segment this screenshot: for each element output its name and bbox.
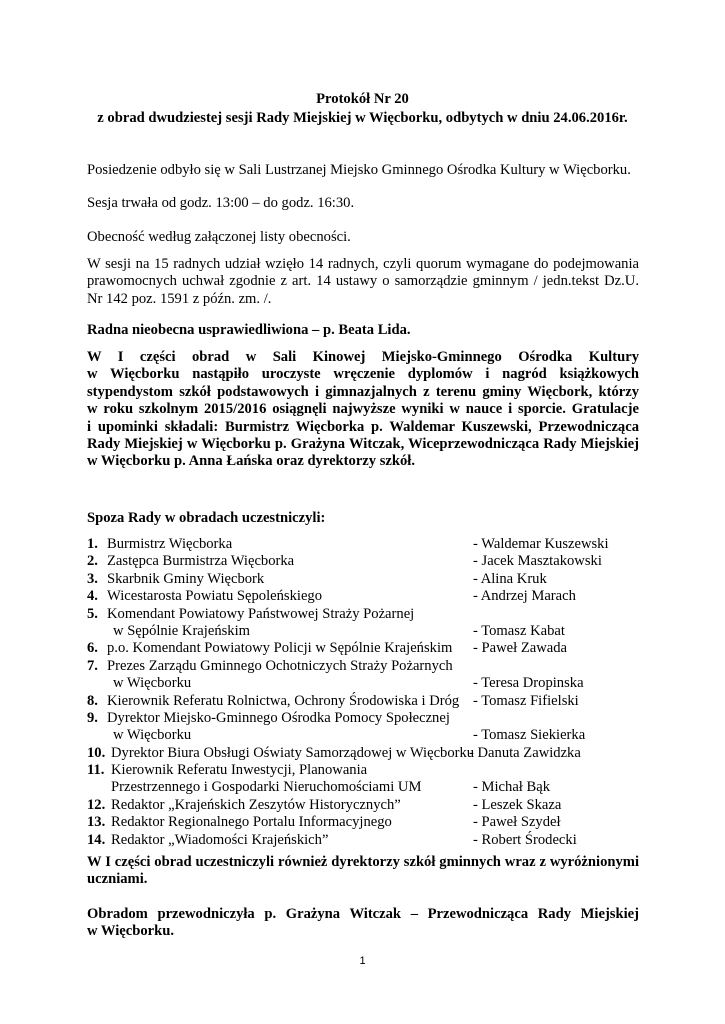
- guest-name: - Jacek Masztakowski: [473, 553, 602, 570]
- first-part-line: stypendystom szkół podstawowych i gimnazjalnych z terenu gminy Więcbork, którzy: [87, 383, 639, 400]
- guest-role: Redaktor „Wiadomości Krajeńskich”: [111, 831, 329, 848]
- guest-row: [87, 658, 647, 675]
- guest-role: Prezes Zarządu Gminnego Ochotniczych Straży Pożarnych: [107, 657, 453, 674]
- guest-number: 6.: [87, 640, 98, 657]
- schools-paragraph: [87, 854, 639, 889]
- guest-role: Redaktor „Krajeńskich Zeszytów Historycznych”: [111, 796, 401, 813]
- first-part-line: Rady Miejskiej w Więcborku p. Grażyna Witczak, Wiceprzewodnicząca Rady Miejskiej: [87, 435, 639, 452]
- absent-paragraph: Radna nieobecna usprawiedliwiona – p. Beata Lida.: [87, 322, 411, 338]
- guest-role: Zastępca Burmistrza Więcborka: [107, 553, 295, 570]
- guest-row: [87, 710, 647, 727]
- guest-name: - Tomasz Kabat: [473, 622, 565, 639]
- guest-row: [87, 606, 647, 623]
- guest-name: - Waldemar Kuszewski: [473, 536, 609, 552]
- guest-row: [87, 832, 647, 849]
- guest-row: [87, 745, 647, 762]
- quorum-paragraph: [87, 256, 639, 308]
- guest-row: [87, 536, 647, 553]
- guest-number: 12.: [87, 796, 106, 813]
- guest-name: - Andrzej Marach: [473, 588, 576, 605]
- schools-line: W I części obrad uczestniczyli również dyrektorzy szkół gminnych wraz z wyróżnionymi: [87, 854, 639, 870]
- guest-role: Burmistrz Więcborka: [107, 536, 233, 552]
- duration-paragraph: Sesja trwała od godz. 13:00 – do godz. 16:30.: [87, 195, 355, 211]
- guest-name: - Robert Środecki: [473, 831, 577, 848]
- guest-name: - Leszek Skaza: [473, 796, 562, 813]
- guest-role: Wicestarosta Powiatu Sępoleńskiego: [107, 588, 323, 605]
- first-part-line: w Więcborku nastąpiło uroczyste wręczenie dyplomów i nagród książkowych: [87, 366, 639, 383]
- guest-row-continuation: [87, 623, 647, 640]
- document-subtitle: z obrad dwudziestej sesji Rady Miejskiej w Więcborku, odbytych w dniu 24.06.2016r.: [97, 110, 628, 126]
- quorum-line: prawomocnych uchwał zgodnie z art. 14 ustawy o samorządzie gminnym / jedn.tekst Dz.U.: [87, 273, 639, 290]
- guest-number: 13.: [87, 814, 106, 831]
- guest-number: 8.: [87, 692, 98, 709]
- guest-row: [87, 571, 647, 588]
- quorum-line: W sesji na 15 radnych udział wzięło 14 radnych, czyli quorum wymagane do podejmowania: [87, 256, 639, 272]
- guest-name: - Paweł Zawada: [473, 640, 568, 657]
- guest-number: 3.: [87, 570, 98, 587]
- guest-number: 2.: [87, 553, 98, 570]
- guest-number: 11.: [87, 762, 105, 779]
- document-title: Protokół Nr 20: [316, 91, 409, 107]
- guest-role-continuation: Przestrzennego i Gospodarki Nieruchomościami UM: [111, 779, 422, 796]
- guest-role: Dyrektor Biura Obsługi Oświaty Samorządowej w Więcborku: [111, 744, 475, 761]
- guest-role: p.o. Komendant Powiatowy Policji w Sępólnie Krajeńskim: [107, 640, 453, 657]
- first-part-line: w roku szkolnym 2015/2016 osiągnęli najwyższe wyniki w nauce i sporcie. Gratulacje: [87, 401, 639, 418]
- guest-row: [87, 762, 647, 779]
- guest-role-continuation: w Więcborku: [113, 675, 192, 692]
- first-part-paragraph: [87, 349, 639, 471]
- guest-row: [87, 693, 647, 710]
- guest-role: Komendant Powiatowy Państwowej Straży Pożarnej: [107, 605, 415, 622]
- chair-line: w Więcborku.: [87, 923, 175, 940]
- page-number: 1: [359, 955, 366, 967]
- location-paragraph: Posiedzenie odbyło się w Sali Lustrzanej Miejsko Gminnego Ośrodka Kultury w Więcborku.: [87, 162, 631, 178]
- schools-line: uczniami.: [87, 871, 148, 888]
- first-part-line: W I części obrad w Sali Kinowej Miejsko-Gminnego Ośrodka Kultury: [87, 349, 639, 365]
- guest-role: Dyrektor Miejsko-Gminnego Ośrodka Pomocy Społecznej: [107, 709, 450, 726]
- chair-line: Obradom przewodniczyła p. Grażyna Witczak – Przewodnicząca Rady Miejskiej: [87, 906, 639, 922]
- guest-row: [87, 588, 647, 605]
- guest-name: - Tomasz Siekierka: [473, 727, 586, 744]
- guest-number: 7.: [87, 657, 98, 674]
- guest-row: [87, 797, 647, 814]
- attendance-paragraph: Obecność według załączonej listy obecności.: [87, 229, 351, 245]
- chair-paragraph: [87, 906, 639, 941]
- guest-number: 10.: [87, 744, 106, 761]
- guest-role: Kierownik Referatu Inwestycji, Planowania: [111, 762, 368, 779]
- guest-name: - Danuta Zawidzka: [469, 744, 581, 761]
- guest-row: [87, 814, 647, 831]
- guest-row-continuation: [87, 779, 647, 796]
- guests-heading: Spoza Rady w obradach uczestniczyli:: [87, 510, 326, 526]
- guest-role-continuation: w Sępólnie Krajeńskim: [113, 622, 250, 639]
- guest-number: 14.: [87, 831, 106, 848]
- guest-role: Kierownik Referatu Rolnictwa, Ochrony Środowiska i Dróg: [107, 692, 460, 709]
- guest-name: - Alina Kruk: [473, 570, 547, 587]
- guest-role: Skarbnik Gminy Więcbork: [107, 570, 265, 587]
- guests-list: [87, 536, 647, 849]
- guest-number: 4.: [87, 588, 98, 605]
- first-part-line: i upominki składali: Burmistrz Więcborka p. Waldemar Kuszewski, Przewodnicząca: [87, 418, 639, 435]
- guest-number: 9.: [87, 709, 98, 726]
- guest-name: - Michał Bąk: [473, 779, 551, 796]
- guest-name: - Tomasz Fifielski: [473, 692, 579, 709]
- guest-row-continuation: [87, 727, 647, 744]
- guest-row: [87, 553, 647, 570]
- first-part-line: w Więcborku p. Anna Łańska oraz dyrektorzy szkół.: [87, 453, 415, 470]
- guest-role: Redaktor Regionalnego Portalu Informacyjnego: [111, 814, 392, 831]
- guest-name: - Paweł Szydeł: [473, 814, 561, 831]
- guest-number: 5.: [87, 605, 98, 622]
- guest-role-continuation: w Więcborku: [113, 727, 192, 744]
- guest-row-continuation: [87, 675, 647, 692]
- guest-row: [87, 640, 647, 657]
- guest-number: 1.: [87, 536, 98, 552]
- guest-name: - Teresa Dropinska: [473, 675, 584, 692]
- quorum-line: Nr 142 poz. 1591 z późn. zm. /.: [87, 290, 272, 307]
